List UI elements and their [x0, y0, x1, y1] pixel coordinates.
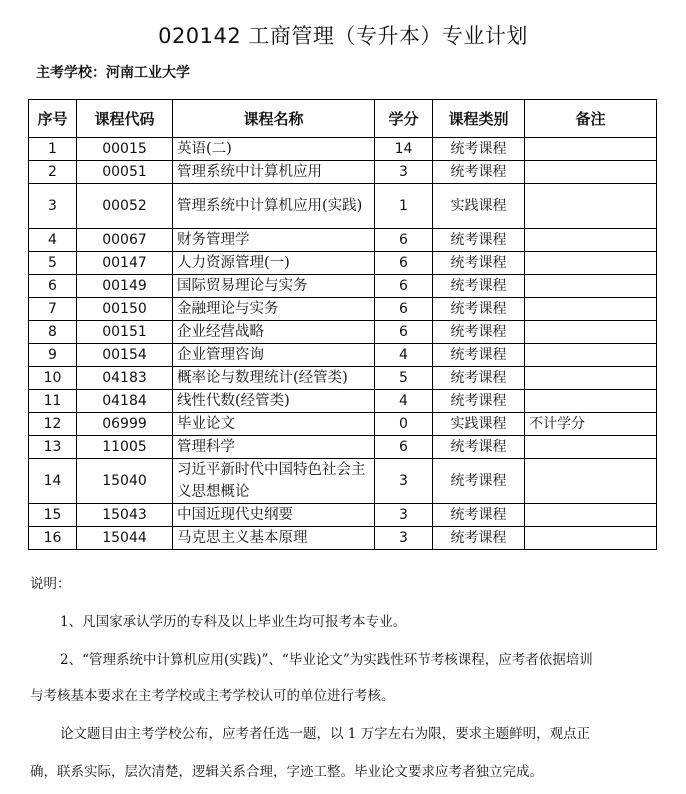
- page-title: 020142 工商管理（专升本）专业计划: [158, 24, 528, 48]
- table-row: [29, 344, 657, 367]
- note-item-2-line-1: 2、“管理系统中计算机应用(实践)”、“毕业论文”为实践性环节考核课程，应考者依据培训: [60, 652, 593, 668]
- table-row: [29, 367, 657, 390]
- cell-code: 15044: [77, 527, 173, 550]
- cell-name: 人力资源管理(一): [173, 252, 375, 275]
- col-header-no: 序号: [29, 100, 77, 138]
- col-header-type: 课程类别: [433, 100, 525, 138]
- cell-type: 统考课程: [433, 527, 525, 550]
- cell-no: 1: [29, 138, 77, 161]
- cell-name: 管理科学: [173, 436, 375, 459]
- cell-note: [525, 504, 657, 527]
- cell-credit: 0: [375, 413, 433, 436]
- cell-name: 中国近现代史纲要: [173, 504, 375, 527]
- cell-credit: 5: [375, 367, 433, 390]
- cell-code: 00067: [77, 229, 173, 252]
- cell-type: 统考课程: [433, 344, 525, 367]
- cell-name: 英语(二): [173, 138, 375, 161]
- col-header-credit: 学分: [375, 100, 433, 138]
- table-row: [29, 252, 657, 275]
- cell-credit: 6: [375, 252, 433, 275]
- note-item-1: 1、凡国家承认学历的专科及以上毕业生均可报考本专业。: [60, 614, 407, 630]
- cell-name: 国际贸易理论与实务: [173, 275, 375, 298]
- cell-no: 3: [29, 184, 77, 229]
- table-row: [29, 413, 657, 436]
- cell-type: 统考课程: [433, 436, 525, 459]
- cell-note: [525, 138, 657, 161]
- cell-no: 9: [29, 344, 77, 367]
- cell-note: [525, 184, 657, 229]
- cell-note: [525, 367, 657, 390]
- cell-no: 8: [29, 321, 77, 344]
- cell-code: 00051: [77, 161, 173, 184]
- cell-code: 00151: [77, 321, 173, 344]
- cell-name: 毕业论文: [173, 413, 375, 436]
- cell-name: 线性代数(经管类): [173, 390, 375, 413]
- cell-no: 2: [29, 161, 77, 184]
- cell-no: 15: [29, 504, 77, 527]
- cell-code: 00147: [77, 252, 173, 275]
- table-row: [29, 275, 657, 298]
- cell-code: 04184: [77, 390, 173, 413]
- cell-note: [525, 298, 657, 321]
- cell-note: [525, 275, 657, 298]
- table-row: [29, 138, 657, 161]
- cell-no: 16: [29, 527, 77, 550]
- table-row: [29, 229, 657, 252]
- table-row: [29, 184, 657, 229]
- cell-name: 金融理论与实务: [173, 298, 375, 321]
- cell-code: 00149: [77, 275, 173, 298]
- cell-note: 不计学分: [525, 413, 657, 436]
- cell-name: 企业经营战略: [173, 321, 375, 344]
- cell-type: 统考课程: [433, 321, 525, 344]
- cell-type: 统考课程: [433, 138, 525, 161]
- note-item-2-line-2: 与考核基本要求在主考学校或主考学校认可的单位进行考核。: [30, 688, 395, 704]
- cell-no: 4: [29, 229, 77, 252]
- cell-credit: 3: [375, 161, 433, 184]
- cell-type: 统考课程: [433, 367, 525, 390]
- cell-code: 15040: [77, 459, 173, 504]
- cell-type: 统考课程: [433, 252, 525, 275]
- cell-note: [525, 436, 657, 459]
- cell-no: 14: [29, 459, 77, 504]
- cell-no: 5: [29, 252, 77, 275]
- cell-name: 习近平新时代中国特色社会主义思想概论: [173, 459, 375, 504]
- cell-type: 实践课程: [433, 184, 525, 229]
- cell-code: 00052: [77, 184, 173, 229]
- cell-credit: 3: [375, 504, 433, 527]
- col-header-code: 课程代码: [77, 100, 173, 138]
- cell-note: [525, 390, 657, 413]
- cell-no: 11: [29, 390, 77, 413]
- cell-type: 统考课程: [433, 275, 525, 298]
- cell-note: [525, 527, 657, 550]
- cell-type: 实践课程: [433, 413, 525, 436]
- table-row: [29, 459, 657, 504]
- table-header-row: [29, 100, 657, 138]
- cell-note: [525, 344, 657, 367]
- table-row: [29, 298, 657, 321]
- cell-credit: 3: [375, 527, 433, 550]
- cell-no: 12: [29, 413, 77, 436]
- cell-credit: 6: [375, 321, 433, 344]
- cell-type: 统考课程: [433, 390, 525, 413]
- school-line: 主考学校：河南工业大学: [36, 65, 190, 81]
- cell-type: 统考课程: [433, 298, 525, 321]
- cell-code: 11005: [77, 436, 173, 459]
- cell-credit: 14: [375, 138, 433, 161]
- cell-credit: 6: [375, 229, 433, 252]
- cell-code: 15043: [77, 504, 173, 527]
- cell-note: [525, 252, 657, 275]
- cell-code: 06999: [77, 413, 173, 436]
- cell-credit: 6: [375, 436, 433, 459]
- course-table: [28, 99, 657, 550]
- cell-note: [525, 161, 657, 184]
- cell-no: 10: [29, 367, 77, 390]
- cell-no: 7: [29, 298, 77, 321]
- cell-no: 13: [29, 436, 77, 459]
- cell-credit: 3: [375, 459, 433, 504]
- cell-type: 统考课程: [433, 161, 525, 184]
- cell-code: 00154: [77, 344, 173, 367]
- cell-code: 04183: [77, 367, 173, 390]
- cell-note: [525, 459, 657, 504]
- table-row: [29, 161, 657, 184]
- cell-credit: 4: [375, 344, 433, 367]
- table-row: [29, 321, 657, 344]
- cell-name: 概率论与数理统计(经管类): [173, 367, 375, 390]
- cell-credit: 6: [375, 298, 433, 321]
- col-header-name: 课程名称: [173, 100, 375, 138]
- cell-code: 00150: [77, 298, 173, 321]
- cell-name: 管理系统中计算机应用: [173, 161, 375, 184]
- table-row: [29, 504, 657, 527]
- table-row: [29, 436, 657, 459]
- cell-credit: 1: [375, 184, 433, 229]
- cell-note: [525, 321, 657, 344]
- cell-credit: 4: [375, 390, 433, 413]
- cell-name: 财务管理学: [173, 229, 375, 252]
- col-header-note: 备注: [525, 100, 657, 138]
- cell-type: 统考课程: [433, 459, 525, 504]
- cell-code: 00015: [77, 138, 173, 161]
- cell-credit: 6: [375, 275, 433, 298]
- cell-type: 统考课程: [433, 229, 525, 252]
- notes-heading: 说明：: [30, 576, 71, 592]
- cell-name: 企业管理咨询: [173, 344, 375, 367]
- cell-type: 统考课程: [433, 504, 525, 527]
- cell-name: 管理系统中计算机应用(实践): [173, 184, 375, 229]
- note-item-3-line-2: 确，联系实际，层次清楚，逻辑关系合理，字迹工整。毕业论文要求应考者独立完成。: [30, 764, 543, 780]
- cell-note: [525, 229, 657, 252]
- cell-name: 马克思主义基本原理: [173, 527, 375, 550]
- note-item-3-line-1: 论文题目由主考学校公布，应考者任选一题，以 1 万字左右为限，要求主题鲜明，观点正: [60, 726, 591, 742]
- cell-no: 6: [29, 275, 77, 298]
- table-row: [29, 390, 657, 413]
- table-row: [29, 527, 657, 550]
